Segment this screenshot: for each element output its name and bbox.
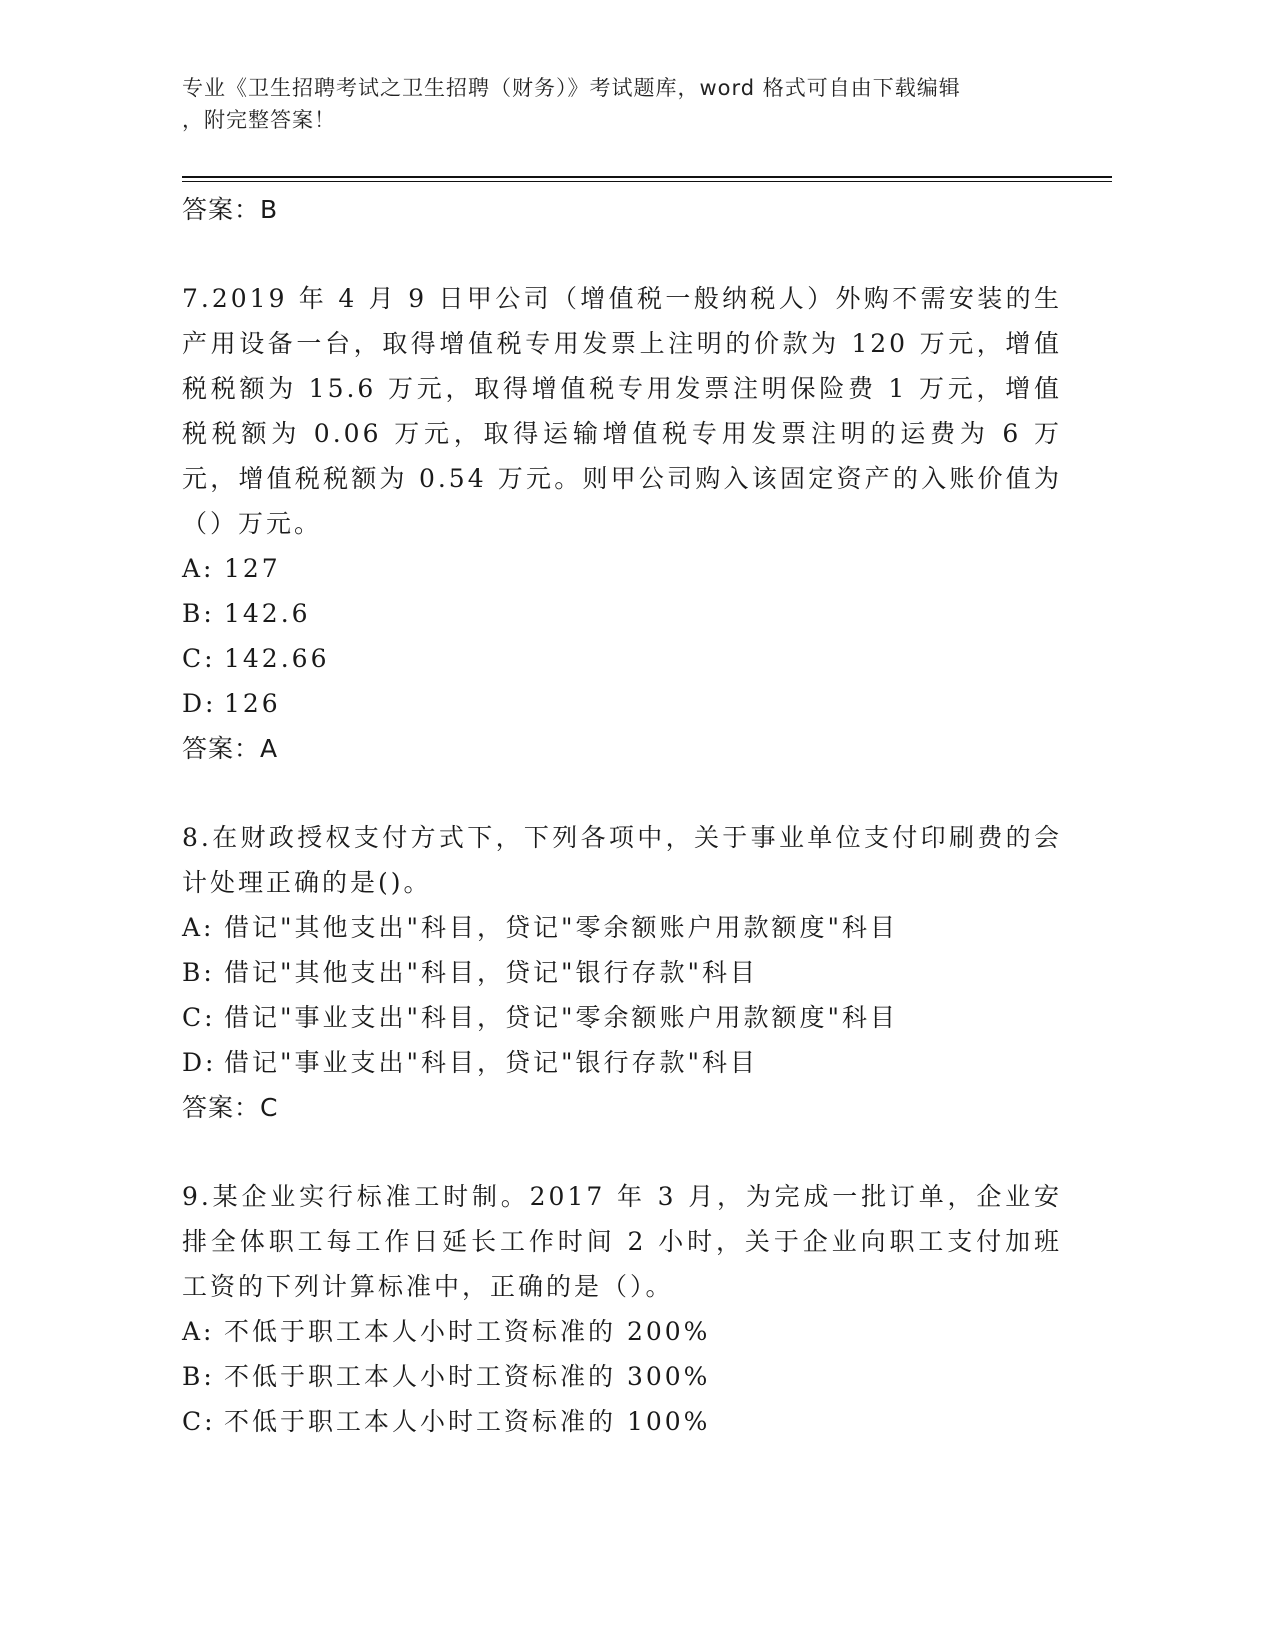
option-text: 借记"事业支出"科目，贷记"银行存款"科目 [224,1048,758,1077]
question-8-text: 8.在财政授权支付方式下，下列各项中，关于事业单位支付印刷费的会计处理正确的是()。 [182,823,1062,897]
option-text: 不低于职工本人小时工资标准的 300% [224,1362,711,1391]
question-7-option-b [182,591,1062,636]
option-text: 借记"其他支出"科目，贷记"零余额账户用款额度"科目 [224,913,898,942]
question-8 [182,815,1062,1130]
question-9-option-b [182,1354,1062,1399]
spacer [182,1130,1062,1174]
question-9 [182,1174,1062,1444]
option-letter: A: [182,1317,215,1346]
option-letter: C: [182,644,216,673]
spacer [182,232,1062,276]
option-letter: D: [182,1048,217,1077]
option-text: 127 [224,554,281,583]
header-rule-secondary [182,181,1112,182]
option-letter: B: [182,599,215,628]
question-7-option-c [182,636,1062,681]
option-letter: C: [182,1003,216,1032]
option-letter: B: [182,958,215,987]
question-7-option-d [182,681,1062,726]
question-8-option-b [182,950,1062,995]
option-text: 不低于职工本人小时工资标准的 100% [224,1407,711,1436]
question-9-text: 9.某企业实行标准工时制。2017 年 3 月，为完成一批订单，企业安排全体职工每工作日延长工作时间 2 小时，关于企业向职工支付加班工资的下列计算标准中，正确的是（）。 [182,1182,1062,1301]
question-8-answer: 答案：C [182,1093,279,1122]
option-letter: C: [182,1407,216,1436]
header-rule [182,176,1112,178]
option-text: 借记"其他支出"科目，贷记"银行存款"科目 [224,958,758,987]
option-letter: A: [182,913,215,942]
option-text: 142.66 [224,644,330,673]
question-7-option-a [182,546,1062,591]
question-8-option-c [182,995,1062,1040]
document-body [182,187,1062,1444]
option-text: 不低于职工本人小时工资标准的 200% [224,1317,711,1346]
question-9-option-c [182,1399,1062,1444]
option-text: 126 [224,689,281,718]
question-8-option-d [182,1040,1062,1085]
question-7-answer: 答案：A [182,734,279,763]
option-letter: B: [182,1362,215,1391]
previous-answer: 答案：B [182,195,279,224]
page-header [182,72,1062,136]
option-letter: A: [182,554,215,583]
header-line-2: ，附完整答案！ [182,108,336,132]
question-8-option-a [182,905,1062,950]
question-7 [182,276,1062,771]
option-text: 借记"事业支出"科目，贷记"零余额账户用款额度"科目 [224,1003,898,1032]
spacer [182,771,1062,815]
question-7-text: 7.2019 年 4 月 9 日甲公司（增值税一般纳税人）外购不需安装的生产用设备一台，取得增值税专用发票上注明的价款为 120 万元，增值税税额为 15.6 万元，取得增值税专用发票注明保险费 1 万元，增值税税额为 0.06 万元，取得运输增值税专用发票注明的运费为 6 万元，增值税税额为 0.54 万元。则甲公司购入该固定资产的入账价值为（）万元。 [182,284,1062,538]
question-9-option-a [182,1309,1062,1354]
option-text: 142.6 [224,599,311,628]
option-letter: D: [182,689,217,718]
header-line-1: 专业《卫生招聘考试之卫生招聘（财务）》考试题库，word 格式可自由下载编辑 [182,76,961,100]
